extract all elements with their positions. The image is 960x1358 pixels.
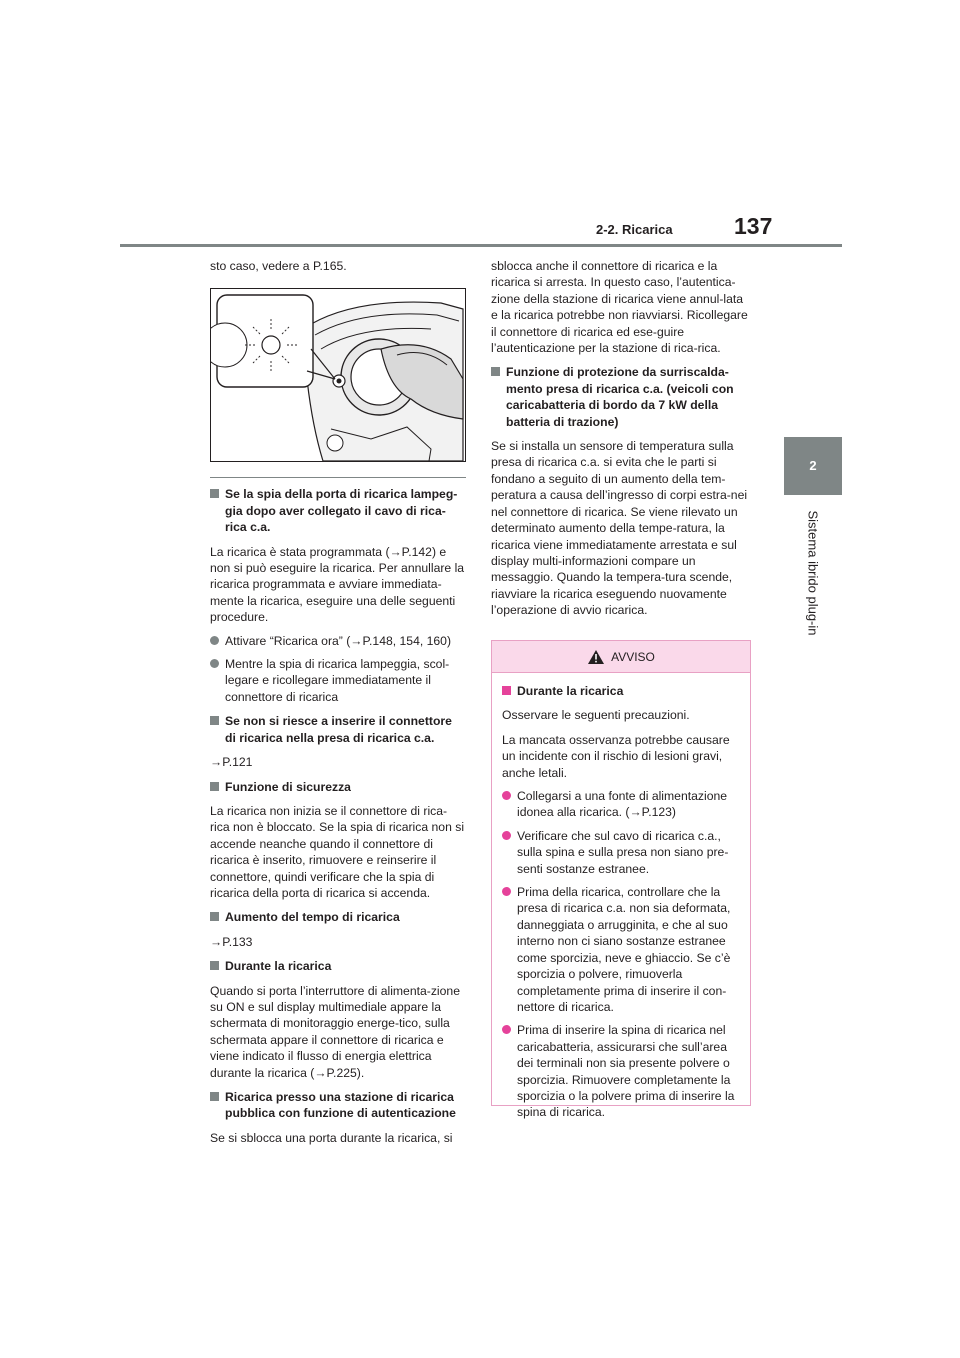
heading-connettore: Se non si riesce a inserire il connettore di ricarica nella presa di ricarica c.a. <box>210 713 466 746</box>
warning-text-lesioni: La mancata osservanza potrebbe causare un incidente con il rischio di lesioni gravi, anche letali. <box>502 732 730 780</box>
header-divider <box>120 244 842 247</box>
warning-box <box>491 640 751 1120</box>
chapter-tab: 2 <box>784 437 842 495</box>
chapter-label: Sistema ibrido plug-in <box>805 510 821 636</box>
section-divider <box>210 477 466 478</box>
paragraph-durante-ricarica: Quando si porta l’interruttore di alimenta-zione su ON e sul display multimediale appare la schermata di monitoraggio energe-tico, sulla schermata appare il connettore di ricarica e viene indicato il flusso di energia elettrica durante la ricarica (→P.225). <box>210 983 460 1080</box>
heading-stazione-pubblica: Ricarica presso una stazione di ricarica pubblica con funzione di autenticazione <box>210 1089 466 1122</box>
warning-heading: Durante la ricarica <box>502 683 740 699</box>
paragraph-ricarica-programmata: La ricarica è stata programmata (→P.142) e non si può eseguire la ricarica. Per annullare la ricarica programmata e avviare immediata-mente la ricarica, eseguire una delle seguenti procedure. <box>210 544 465 625</box>
charging-port-illustration <box>210 288 466 462</box>
page-number: 137 <box>734 213 773 239</box>
reference-p133: →P.133 <box>210 934 253 949</box>
warning-bullet-controllo-presa: Prima della ricarica, controllare che la presa di ricarica c.a. non sia deformata, danneggiata o arrugginita, e che al suo interno non ci siano sostanze estranee come sporcizia, neve e ghiaccio. Se c’è sporcizia o polvere, rimuoverla completamente prima di inserire il con-nettore di ricarica. <box>502 884 740 1015</box>
warning-text-precauzioni: Osservare le seguenti precauzioni. <box>502 708 690 723</box>
paragraph-sicurezza: La ricarica non inizia se il connettore di rica-rica non è bloccato. Se la spia di ricarica non si accende neanche quando il connettore di ricarica è inserito, rimuovere e reinserire il connettore, quindi verificare che la spia di ricarica della porta di ricarica si accenda. <box>210 803 465 900</box>
intro-text: sto caso, vedere a P.165. <box>210 259 347 273</box>
heading-tempo-ricarica: Aumento del tempo di ricarica <box>210 909 466 925</box>
paragraph-stazione-pubblica: Se si sblocca una porta durante la ricarica, si <box>210 1130 453 1145</box>
heading-durante-ricarica: Durante la ricarica <box>210 958 466 974</box>
reference-p121: →P.121 <box>210 755 253 770</box>
heading-surriscaldamento: Funzione di protezione da surriscalda-mento presa di ricarica c.a. (veicoli con caricabatteria di bordo da 7 kW della batteria di trazione) <box>491 364 751 430</box>
section-title: 2-2. Ricarica <box>596 222 673 237</box>
paragraph-continuation: sblocca anche il connettore di ricarica e la ricarica si arresta. In questo caso, l’autentica-zione della stazione di ricarica viene annul-lata e la ricarica potrebbe non riavviarsi. Ricollegare il connettore di ricarica ed ese-guire l’autenticazione per la stazione di rica-rica. <box>491 259 748 356</box>
warning-label: AVVISO <box>611 649 655 664</box>
warning-body <box>492 673 750 1121</box>
warning-bullet-alimentazione: Collegarsi a una fonte di alimentazione idonea alla ricarica. (→P.123) <box>502 788 740 821</box>
heading-sicurezza: Funzione di sicurezza <box>210 779 466 795</box>
warning-bullet-spina: Prima di inserire la spina di ricarica nel caricabatteria, assicurarsi che sull’area dei terminali non sia presente polvere o sporcizia. Rimuovere completamente la sporcizia o la polvere prima di inserire la spina di ricarica. <box>502 1022 740 1120</box>
warning-bullet-sostanze: Verificare che sul cavo di ricarica c.a., sulla spina e sulla presa non siano pre-senti sostanze estranee. <box>502 828 740 877</box>
warning-triangle-icon <box>587 649 605 665</box>
right-column <box>491 258 751 619</box>
bullet-ricarica-ora: Attivare “Ricarica ora” (→P.148, 154, 160) <box>210 633 466 649</box>
bullet-ricollegare: Mentre la spia di ricarica lampeggia, scol-legare e ricollegare immediatamente il connettore di ricarica <box>210 656 466 705</box>
warning-header <box>492 641 750 673</box>
paragraph-surriscaldamento: Se si installa un sensore di temperatura sulla presa di ricarica c.a. si evita che le parti si fondano a seguito di un aumento della tem-peratura a causa dell’ingresso di corpi estra-nei nel connettore di ricarica. Se viene rilevato un determinato aumento della tempe-ratura, la ricarica viene immediatamente arrestata e sul display multi-informazioni compare un messaggio. Quando la tempera-tura scende, riavviare la ricarica eseguendo nuovamente l’operazione di avvio ricarica. <box>491 439 748 618</box>
heading-spia-lampeggia: Se la spia della porta di ricarica lampeg-gia dopo aver collegato il cavo di rica-rica c.a. <box>210 486 466 535</box>
left-column <box>210 258 466 1146</box>
